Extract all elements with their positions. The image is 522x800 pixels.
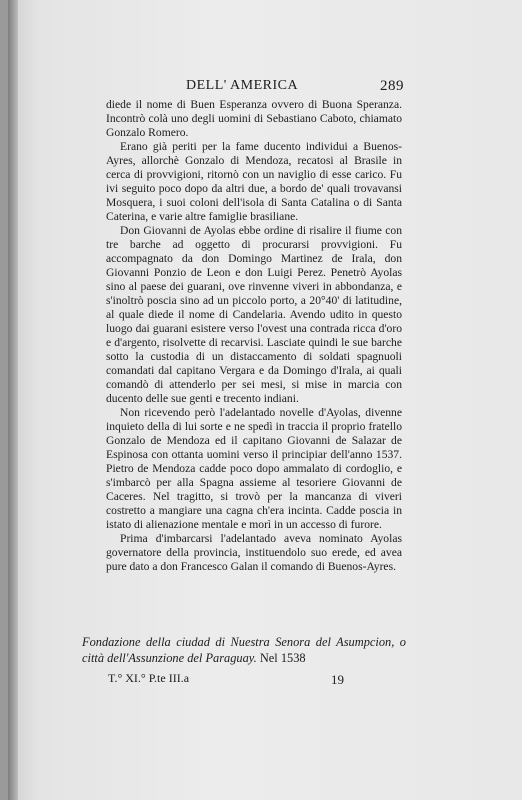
paragraph-4: Non ricevendo però l'adelantado novelle d'Ayolas, divenne inquieto della di lui sorte e ne spedì in traccia il proprio fratello Gonzalo de Mendoza ed il capitano Giovanni de Salazar de Espinosa con ottanta uomini verso il principiar dell'anno 1537. Pietro de Mendoza cadde poco dopo ammalato di cordoglio, e s'imbarcò per alla Spagna assieme al tesoriere Giovanni de Caceres. Nel tragitto, si trovò per la mancanza di viveri costretto a mangiare una cagna ch'era incinta. Cadde poscia in istato di alienazione mentale e morì in un accesso di furore. <box>106 406 402 531</box>
paragraph-3: Don Giovanni de Ayolas ebbe ordine di risalire il fiume con tre barche ad oggetto di procurarsi provvigioni. Fu accompagnato da don Domingo Martinez de Irala, don Giovanni Ponzio de Leon e don Luigi Perez. Penetrò Ayolas sino al paese dei guarani, ove rinvenne viveri in abbondanza, e s'inoltrò poscia sino ad un piccolo porto, a 20°40' di latitudine, al quale diede il nome di Candelaria. Avendo udito in questo luogo dai guarani esistere verso l'ovest una contrada ricca d'oro e d'argento, risolvette di recarvisi. Lasciate quindi le sue barche sotto la custodia di un distaccamento di soldati spagnuoli comandati dal capitano Vergara e da Domingo d'Irala, ai quali comandò di attenderlo per sei mesi, si mise in marcia con ducento delle sue genti e trecento indiani. <box>106 224 402 405</box>
section-subheading <box>82 634 406 666</box>
running-header <box>8 78 522 98</box>
running-title: DELL' AMERICA <box>186 78 299 93</box>
paragraph-1: diede il nome di Buen Esperanza ovvero di Buona Speranza. Incontrò colà uno degli uomini di Sebastiano Caboto, chiamato Gonzalo Romero. <box>106 98 402 139</box>
book-page <box>8 0 522 800</box>
page-number: 289 <box>380 78 404 94</box>
subheading-date: Nel 1538 <box>259 651 306 665</box>
page-gutter-shadow <box>8 0 18 800</box>
body-text <box>106 98 402 574</box>
paragraph-2: Erano già periti per la fame ducento individui a Buenos-Ayres, allorchè Gonzalo di Mendoza, recatosi al Brasile in cerca di provvigioni, ritornò con un naviglio di esse carico. Fu ivi seguito poco dopo da altri due, a bordo de' quali trovavansi Mosquera, i suoi coloni dell'isola di Santa Catalina o di Santa Caterina, e varie altre famiglie brasiliane. <box>106 140 402 223</box>
signature-mark: 19 <box>331 672 344 687</box>
volume-marker: T.° XI.° P.te III.a <box>108 671 190 685</box>
subheading-title: Fondazione della ciudad di Nuestra Senora del Asumpcion, o città dell'Assunzione del Paraguay. <box>82 635 406 665</box>
paragraph-5: Prima d'imbarcarsi l'adelantado aveva nominato Ayolas governatore della provincia, instituendolo suo erede, ed avea pure dato a don Francesco Galan il comando di Buenos-Ayres. <box>106 532 402 573</box>
